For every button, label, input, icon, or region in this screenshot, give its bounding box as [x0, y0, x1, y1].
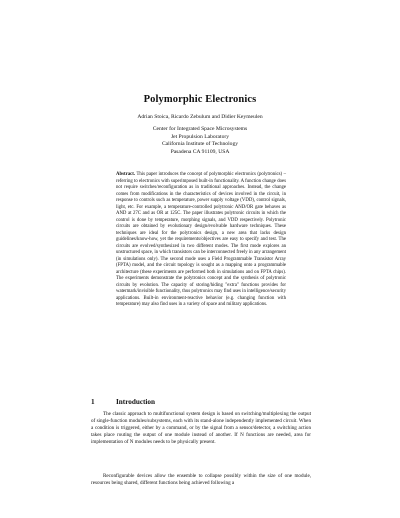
affiliation-line: Jet Propulsion Laboratory — [170, 133, 230, 140]
section-number: 1 — [91, 398, 95, 406]
affiliation-line: Center for Integrated Space Microsystems — [152, 126, 248, 132]
section-heading — [91, 398, 311, 406]
section-title: Introduction — [116, 398, 156, 406]
abstract — [116, 172, 286, 309]
paper-title: Polymorphic Electronics — [143, 94, 257, 105]
body-paragraph: Reconfigurable devices allow the ensemble to collapse possibly within the size of one module, resources being shared, different functions being achieved following a — [91, 473, 311, 486]
affiliation-line: Pasadena CA 91109, USA — [170, 148, 230, 155]
abstract-label: Abstract. — [116, 172, 136, 177]
affiliation-block — [0, 126, 400, 156]
affiliation-line: California Institute of Technology — [161, 141, 239, 147]
paper-authors: Adrian Stoica, Ricardo Zebulum and Didier Keymeulen — [137, 114, 263, 120]
body-paragraph: The classic approach to multifunctional system design is based on switching/multiplexing the output of single-function modules/subsystems, each with its stand-alone independently implemented circuit. When a condition is triggered, either by a command, or by the signal from a sensor/detector, a switching action takes place routing the output of one module instead of another. If N functions are needed, area for implementation of N modules needs to be physically present. — [91, 411, 311, 445]
abstract-text: This paper introduces the concept of polymorphic electronics (polytronics) –referring to electronics with superimposed built-in functionality. A function change does not require switches/reconfiguration as in traditional approaches. Instead, the change comes from modifications in the characteristics of devices involved in the circuit, in response to controls such as temperature, power supply voltage (VDD), control signals, light, etc. For example, a temperature-controlled polytronic AND/OR gate behaves as AND at 27C and as OR at 125C. The paper illustrates polytronic circuits in which the control is done by temperature, morphing signals, and VDD respectively. Polytronic circuits are obtained by evolutionary design/evolvable hardware techniques. These techniques are ideal for the polytronics design, a new area that lacks design guidelines/know-how, yet the requirements/objectives are easy to specify and test. The circuits are evolved/synthesized in two different modes. The first mode explores an unstructured space, in which transistors can be interconnected freely in any arrangement (in simulations only). The second mode uses a Field Programmable Transistor Array (FPTA) model, and the circuit topology is sought as a mapping onto a programmable architecture (these experiments are performed both in simulations and on FPTA chips). The experiments demonstrate the polytronics concept and the synthesis of polytronic circuits by evolution. The capacity of storing/hiding "extra" functions provides for watermark/invisible functionality, thus polytronics may find uses in intelligence/security applications. Built-in environment-reactive behavior (e.g. changing function with temperature) may also find uses in a variety of space and military applications. — [116, 172, 286, 307]
